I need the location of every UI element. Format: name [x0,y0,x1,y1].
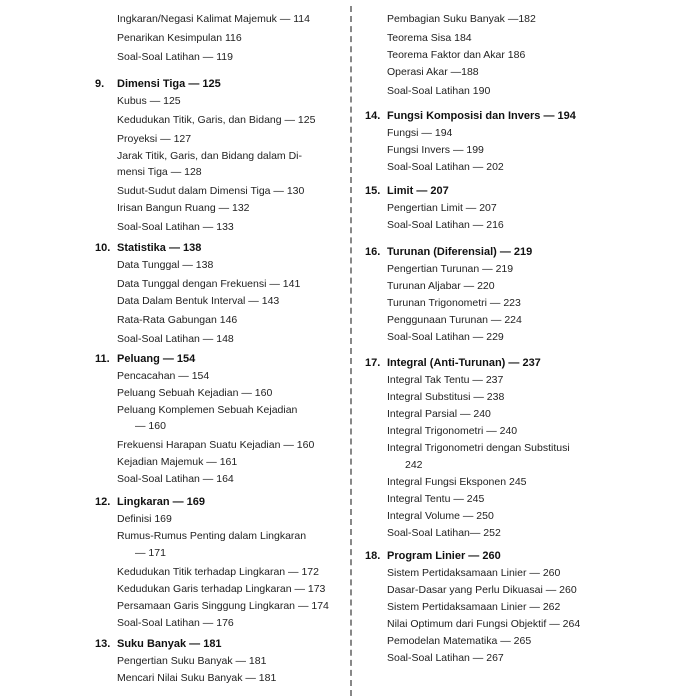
toc-entry: Ingkaran/Negasi Kalimat Majemuk — 114 [117,13,310,25]
toc-entry: Pengertian Turunan — 219 [387,263,514,275]
chapter-number: 13. [95,638,111,650]
toc-entry: Data Dalam Bentuk Interval — 143 [117,295,280,307]
toc-entry: Turunan Aljabar — 220 [387,280,495,292]
chapter-number: 12. [95,496,111,508]
chapter-heading [365,356,541,371]
chapter-heading [95,495,205,510]
toc-entry: 242 [405,459,423,471]
toc-entry: Penarikan Kesimpulan 116 [117,32,242,44]
chapter-heading [95,352,195,367]
toc-entry: Sistem Pertidaksamaan Linier — 260 [387,567,561,579]
toc-entry: Fungsi Invers — 199 [387,144,484,156]
chapter-title: Peluang — 154 [117,353,196,365]
chapter-heading [95,241,201,256]
toc-entry: Persamaan Garis Singgung Lingkaran — 174 [117,600,329,612]
toc-entry: Kedudukan Titik, Garis, dan Bidang — 125 [117,114,316,126]
chapter-title: Statistika — 138 [117,242,202,254]
toc-entry: Soal-Soal Latihan 190 [387,85,491,97]
toc-entry: Proyeksi — 127 [117,133,192,145]
toc-entry: Data Tunggal — 138 [117,259,214,271]
toc-entry: Turunan Trigonometri — 223 [387,297,521,309]
toc-entry: Sistem Pertidaksamaan Linier — 262 [387,601,561,613]
chapter-number: 16. [365,246,381,258]
chapter-number: 18. [365,550,381,562]
toc-entry: mensi Tiga — 128 [117,166,202,178]
toc-entry: Integral Substitusi — 238 [387,391,505,403]
toc-entry: Penggunaan Turunan — 224 [387,314,522,326]
toc-entry: Soal-Soal Latihan — 119 [117,51,233,63]
toc-entry: — 171 [135,547,166,559]
toc-entry: Sudut-Sudut dalam Dimensi Tiga — 130 [117,185,305,197]
chapter-title: Suku Banyak — 181 [117,638,222,650]
toc-entry: Peluang Sebuah Kejadian — 160 [117,387,273,399]
toc-entry: Mencari Nilai Suku Banyak — 181 [117,672,277,684]
toc-entry: Rumus-Rumus Penting dalam Lingkaran [117,530,307,542]
toc-entry: Pengertian Suku Banyak — 181 [117,655,267,667]
toc-entry: Kubus — 125 [117,95,181,107]
chapter-number: 9. [95,78,105,90]
chapter-title: Integral (Anti-Turunan) — 237 [387,357,541,369]
chapter-heading [365,549,501,564]
toc-entry: Pemodelan Matematika — 265 [387,635,532,647]
toc-entry: Teorema Faktor dan Akar 186 [387,49,526,61]
chapter-title: Dimensi Tiga — 125 [117,78,221,90]
toc-entry: Integral Fungsi Eksponen 245 [387,476,527,488]
chapter-title: Limit — 207 [387,185,449,197]
toc-entry: Integral Parsial — 240 [387,408,491,420]
chapter-heading [365,109,576,124]
toc-entry: Irisan Bangun Ruang — 132 [117,202,250,214]
toc-entry: Integral Tak Tentu — 237 [387,374,504,386]
toc-entry: Pengertian Limit — 207 [387,202,497,214]
chapter-title: Lingkaran — 169 [117,496,206,508]
toc-entry: Peluang Komplemen Sebuah Kejadian [117,404,298,416]
chapter-heading [365,245,532,260]
chapter-heading [95,637,222,652]
toc-entry: Kedudukan Titik terhadap Lingkaran — 172 [117,566,319,578]
chapter-title: Program Linier — 260 [387,550,501,562]
toc-entry: Soal-Soal Latihan — 216 [387,219,504,231]
toc-entry: Soal-Soal Latihan — 202 [387,161,504,173]
chapter-number: 11. [95,353,110,365]
toc-entry: Soal-Soal Latihan — 148 [117,333,234,345]
toc-entry: Soal-Soal Latihan — 133 [117,221,234,233]
toc-entry: Rata-Rata Gabungan 146 [117,314,238,326]
chapter-heading [95,77,221,92]
toc-entry: Pencacahan — 154 [117,370,210,382]
toc-entry: Soal-Soal Latihan — 229 [387,331,504,343]
toc-entry: Kejadian Majemuk — 161 [117,456,238,468]
toc-entry: Integral Tentu — 245 [387,493,485,505]
column-divider [350,6,352,696]
toc-entry: Kedudukan Garis terhadap Lingkaran — 173 [117,583,326,595]
chapter-heading [365,184,449,199]
chapter-title: Fungsi Komposisi dan Invers — 194 [387,110,576,122]
toc-entry: Soal-Soal Latihan — 164 [117,473,234,485]
toc-entry: Frekuensi Harapan Suatu Kejadian — 160 [117,439,315,451]
toc-entry: Definisi 169 [117,513,172,525]
toc-entry: Jarak Titik, Garis, dan Bidang dalam Di- [117,150,302,162]
toc-entry: Integral Trigonometri dengan Substitusi [387,442,570,454]
toc-entry: Integral Volume — 250 [387,510,494,522]
toc-entry: Soal-Soal Latihan— 252 [387,527,501,539]
chapter-number: 17. [365,357,381,369]
toc-entry: Dasar-Dasar yang Perlu Dikuasai — 260 [387,584,577,596]
toc-entry: Pembagian Suku Banyak —182 [387,13,536,25]
toc-entry: Fungsi — 194 [387,127,453,139]
toc-entry: Data Tunggal dengan Frekuensi — 141 [117,278,301,290]
chapter-title: Turunan (Diferensial) — 219 [387,246,533,258]
toc-entry: Soal-Soal Latihan — 176 [117,617,234,629]
toc-entry: Teorema Sisa 184 [387,32,472,44]
toc-entry: Operasi Akar —188 [387,66,479,78]
chapter-number: 14. [365,110,381,122]
toc-entry: Soal-Soal Latihan — 267 [387,652,504,664]
toc-entry: Nilai Optimum dari Fungsi Objektif — 264 [387,618,581,630]
toc-entry: Integral Trigonometri — 240 [387,425,518,437]
chapter-number: 10. [95,242,111,254]
toc-entry: — 160 [135,420,166,432]
chapter-number: 15. [365,185,381,197]
